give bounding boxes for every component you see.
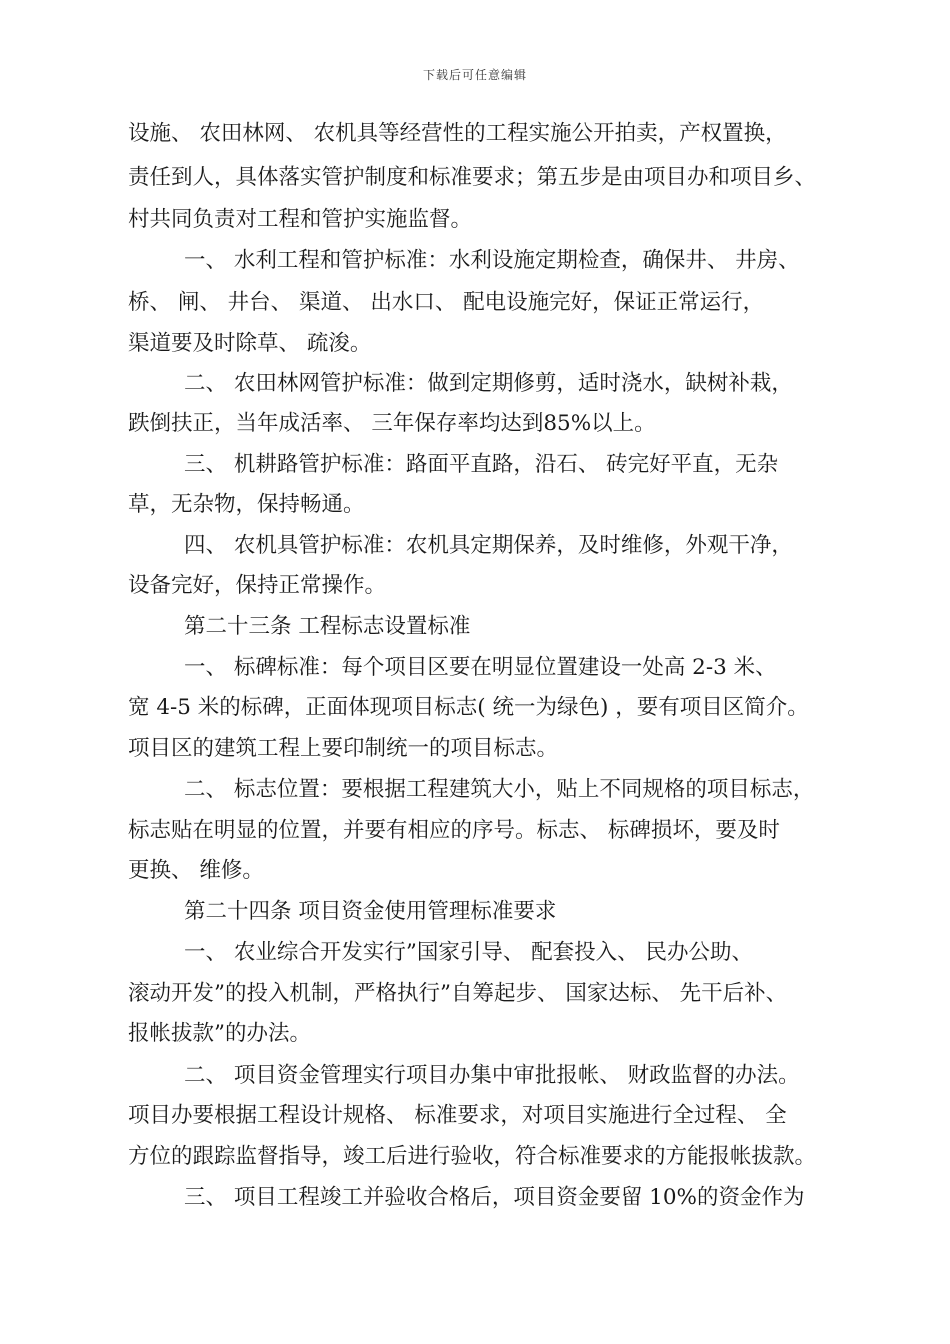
section-heading: 第二十四条 项目资金使用管理标准要求 bbox=[184, 899, 557, 924]
text-line: 一、 标碑标准：每个项目区要在明显位置建设一处高 2-3 米、 bbox=[184, 655, 777, 680]
text-line: 三、 机耕路管护标准：路面平直路，沿石、 砖完好平直，无杂 bbox=[184, 452, 779, 477]
text-line: 一、 农业综合开发实行”国家引导、 配套投入、 民办公助、 bbox=[184, 940, 753, 965]
text-line: 设备完好，保持正常操作。 bbox=[128, 573, 387, 598]
text-line: 报帐拔款”的办法。 bbox=[128, 1021, 311, 1046]
text-line: 项目区的建筑工程上要印制统一的项目标志。 bbox=[128, 736, 559, 761]
text-line: 责任到人，具体落实管护制度和标准要求；第五步是由项目办和项目乡、 bbox=[128, 165, 817, 190]
text-line: 跌倒扶正，当年成活率、 三年保存率均达到85%以上。 bbox=[128, 411, 656, 436]
page-header: 下载后可任意编辑 bbox=[422, 68, 527, 82]
text-line: 四、 农机具管护标准：农机具定期保养，及时维修，外观干净， bbox=[184, 533, 793, 558]
text-line: 宽 4-5 米的标碑，正面体现项目标志( 统一为绿色) ，要有项目区简介。 bbox=[128, 695, 809, 720]
text-line: 设施、 农田林网、 农机具等经营性的工程实施公开拍卖，产权置换， bbox=[128, 121, 787, 146]
text-line: 村共同负责对工程和管护实施监督。 bbox=[128, 207, 473, 232]
text-line: 草，无杂物，保持畅通。 bbox=[128, 492, 365, 517]
text-line: 三、 项目工程竣工并验收合格后，项目资金要留 10%的资金作为 bbox=[184, 1185, 805, 1210]
text-line: 更换、 维修。 bbox=[128, 858, 264, 883]
text-line: 标志贴在明显的位置，并要有相应的序号。标志、 标碑损坏，要及时 bbox=[128, 818, 780, 843]
text-line: 二、 农田林网管护标准：做到定期修剪，适时浇水，缺树补栽， bbox=[184, 371, 793, 396]
text-line: 渠道要及时除草、 疏浚。 bbox=[128, 331, 372, 356]
text-line: 二、 标志位置：要根据工程建筑大小，贴上不同规格的项目标志， bbox=[184, 777, 815, 802]
text-line: 二、 项目资金管理实行项目办集中审批报帐、 财政监督的办法。 bbox=[184, 1063, 800, 1088]
text-line: 桥、 闸、 井台、 渠道、 出水口、 配电设施完好，保证正常运行， bbox=[128, 290, 765, 315]
text-line: 方位的跟踪监督指导，竣工后进行验收，符合标准要求的方能报帐拔款。 bbox=[128, 1144, 817, 1169]
text-line: 项目办要根据工程设计规格、 标准要求，对项目实施进行全过程、 全 bbox=[128, 1103, 787, 1128]
section-heading: 第二十三条 工程标志设置标准 bbox=[184, 614, 471, 639]
text-line: 滚动开发”的投入机制，严格执行”自筹起步、 国家达标、 先干后补、 bbox=[128, 981, 788, 1006]
text-line: 一、 水利工程和管护标准：水利设施定期检查，确保井、 井房、 bbox=[184, 248, 800, 273]
